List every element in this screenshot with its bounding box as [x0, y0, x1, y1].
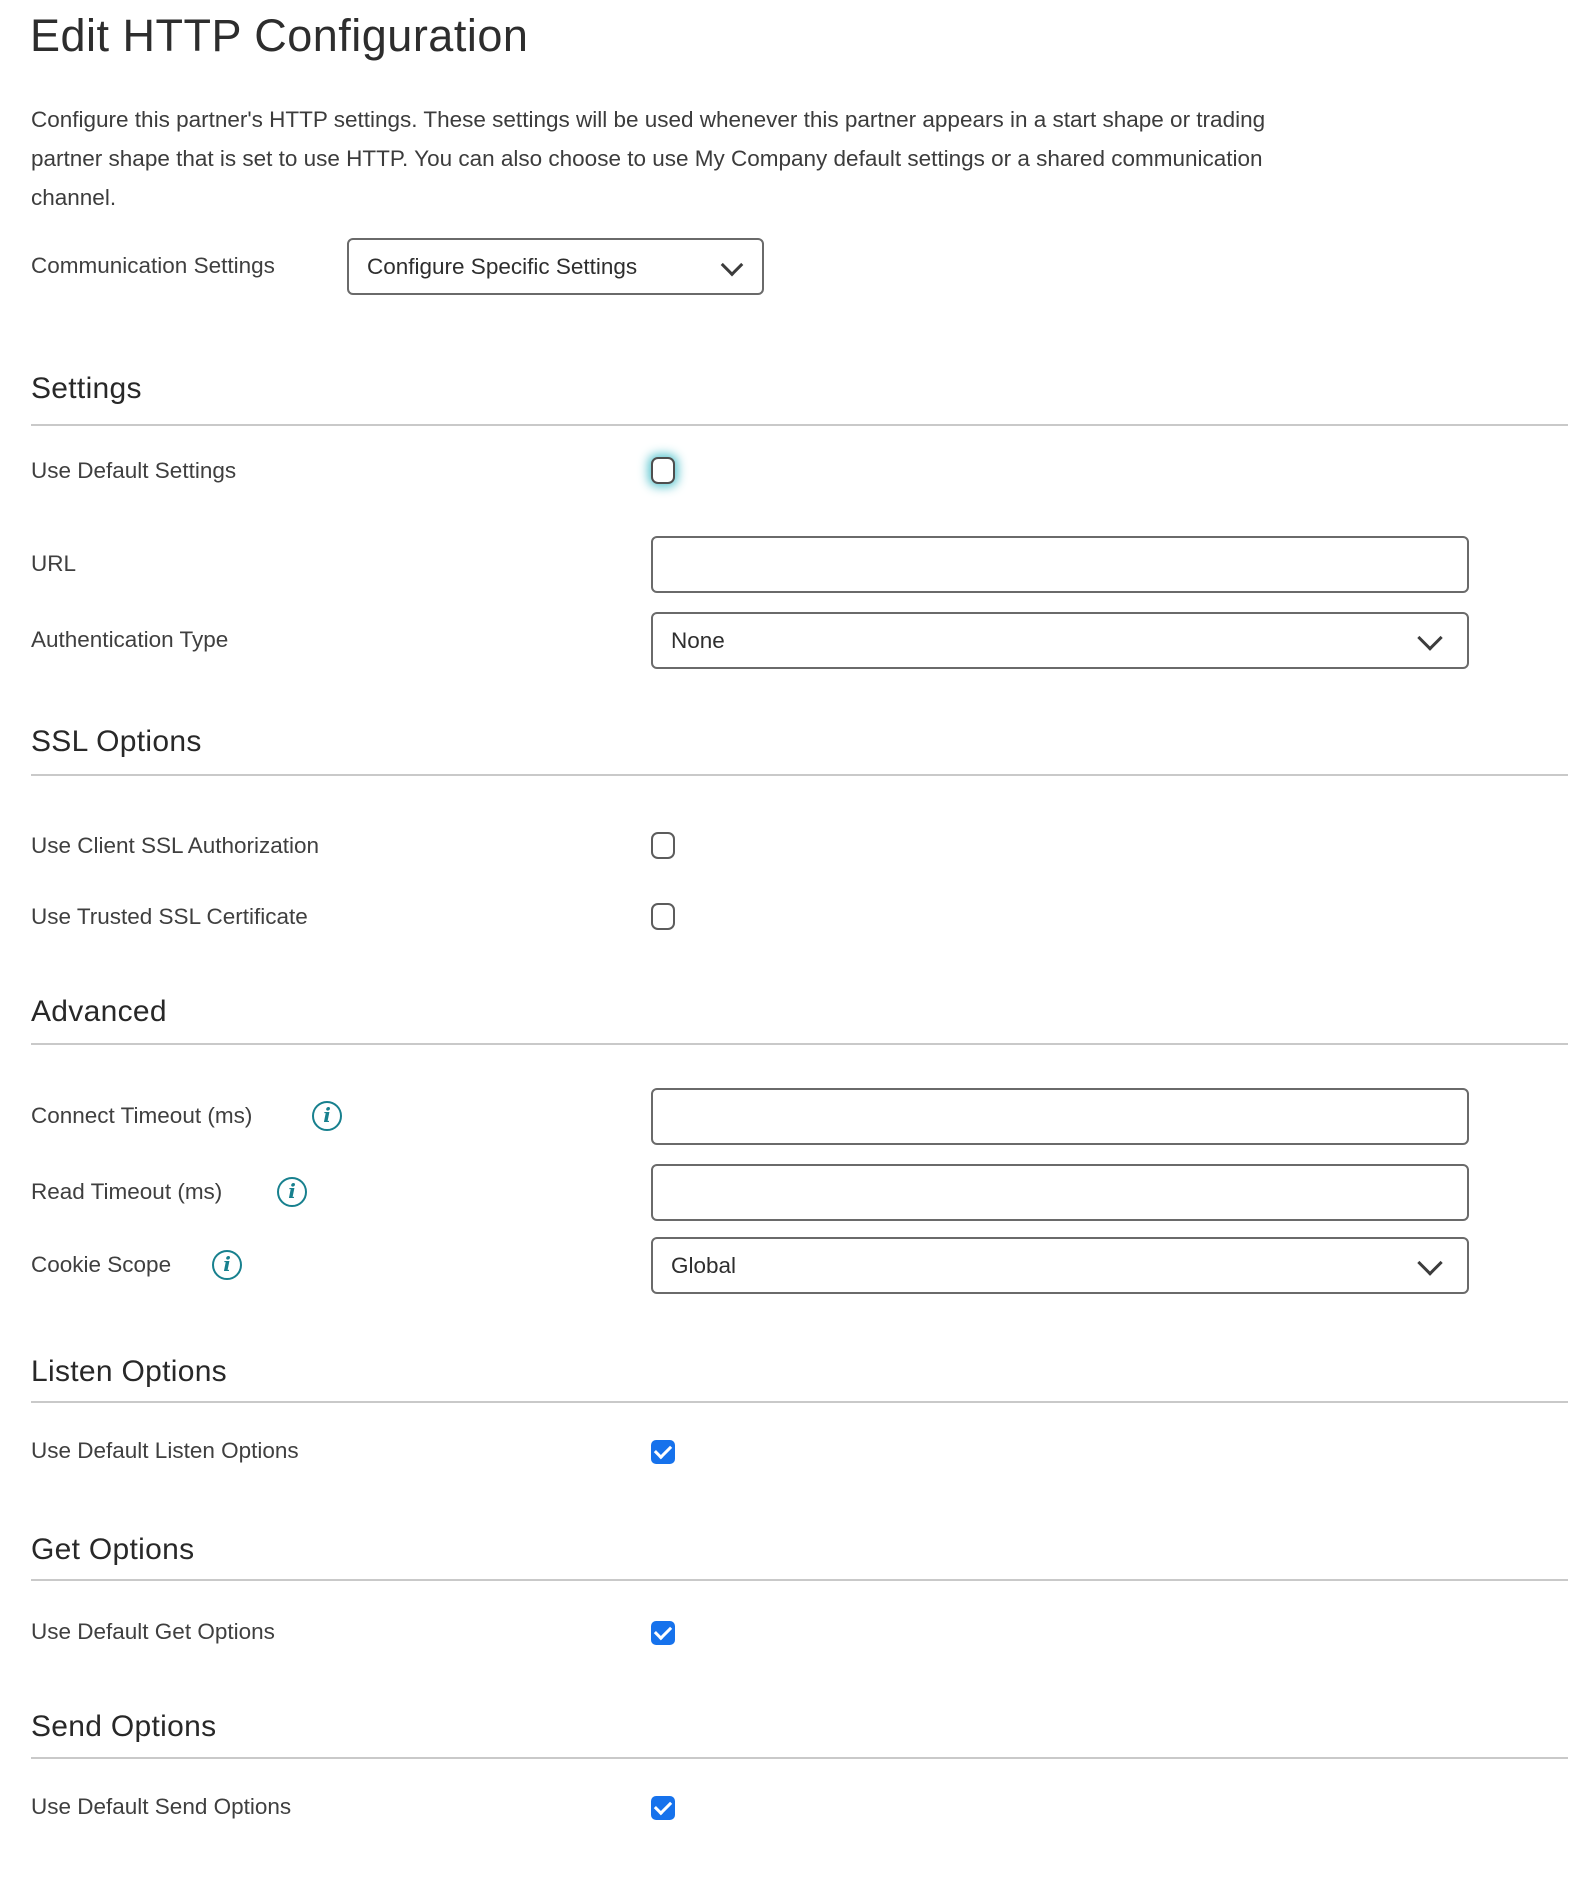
cookie-scope-select[interactable] [651, 1237, 1469, 1294]
use-client-ssl-authorization-checkbox[interactable] [651, 832, 675, 859]
section-title-listen-options: Listen Options [31, 1355, 227, 1388]
use-default-listen-options-label: Use Default Listen Options [31, 1438, 299, 1463]
section-divider [31, 1043, 1568, 1045]
communication-settings-label: Communication Settings [31, 253, 275, 278]
read-timeout-input[interactable] [651, 1164, 1469, 1221]
communication-settings-select[interactable] [347, 238, 764, 295]
use-default-send-options-checkbox[interactable] [651, 1796, 675, 1820]
description-line: Configure this partner's HTTP settings. These settings will be used whenever this partner appears in a start shape or trading [31, 107, 1266, 132]
section-divider [31, 1757, 1568, 1759]
url-input[interactable] [651, 536, 1469, 593]
section-divider [31, 774, 1568, 776]
authentication-type-select[interactable] [651, 612, 1469, 669]
use-client-ssl-authorization-label: Use Client SSL Authorization [31, 833, 320, 858]
connect-timeout-input[interactable] [651, 1088, 1469, 1145]
section-divider [31, 1579, 1568, 1581]
communication-settings-value: Configure Specific Settings [367, 253, 638, 279]
use-trusted-ssl-certificate-label: Use Trusted SSL Certificate [31, 904, 308, 929]
authentication-type-label: Authentication Type [31, 627, 229, 652]
cookie-scope-label: Cookie Scope [31, 1252, 172, 1277]
use-default-settings-checkbox[interactable] [651, 457, 675, 484]
info-icon[interactable]: i [312, 1101, 342, 1131]
url-label: URL [31, 551, 77, 576]
info-icon[interactable]: i [277, 1177, 307, 1207]
use-default-send-options-label: Use Default Send Options [31, 1794, 292, 1819]
checkmark-icon [654, 1441, 672, 1459]
description-line: channel. [31, 185, 117, 210]
use-default-listen-options-checkbox[interactable] [651, 1440, 675, 1464]
section-title-get-options: Get Options [31, 1533, 195, 1566]
chevron-down-icon [721, 253, 744, 276]
connect-timeout-label: Connect Timeout (ms) [31, 1103, 253, 1128]
chevron-down-icon [1417, 1250, 1442, 1275]
section-divider [31, 424, 1568, 426]
page-title: Edit HTTP Configuration [30, 10, 529, 61]
use-default-settings-label: Use Default Settings [31, 458, 237, 483]
info-icon[interactable]: i [212, 1250, 242, 1280]
cookie-scope-value: Global [671, 1252, 737, 1278]
section-title-advanced: Advanced [31, 995, 167, 1028]
checkmark-icon [654, 1797, 672, 1815]
description-line: partner shape that is set to use HTTP. You can also choose to use My Company default settings or a shared communication [31, 146, 1263, 171]
section-title-settings: Settings [31, 372, 142, 405]
use-default-get-options-label: Use Default Get Options [31, 1619, 275, 1644]
use-default-get-options-checkbox[interactable] [651, 1621, 675, 1645]
use-trusted-ssl-certificate-checkbox[interactable] [651, 903, 675, 930]
section-divider [31, 1401, 1568, 1403]
checkmark-icon [654, 1622, 672, 1640]
section-title-send-options: Send Options [31, 1710, 217, 1743]
section-title-ssl-options: SSL Options [31, 725, 202, 758]
authentication-type-value: None [671, 627, 725, 653]
page-description [31, 100, 1265, 217]
read-timeout-label: Read Timeout (ms) [31, 1179, 223, 1204]
chevron-down-icon [1417, 625, 1442, 650]
